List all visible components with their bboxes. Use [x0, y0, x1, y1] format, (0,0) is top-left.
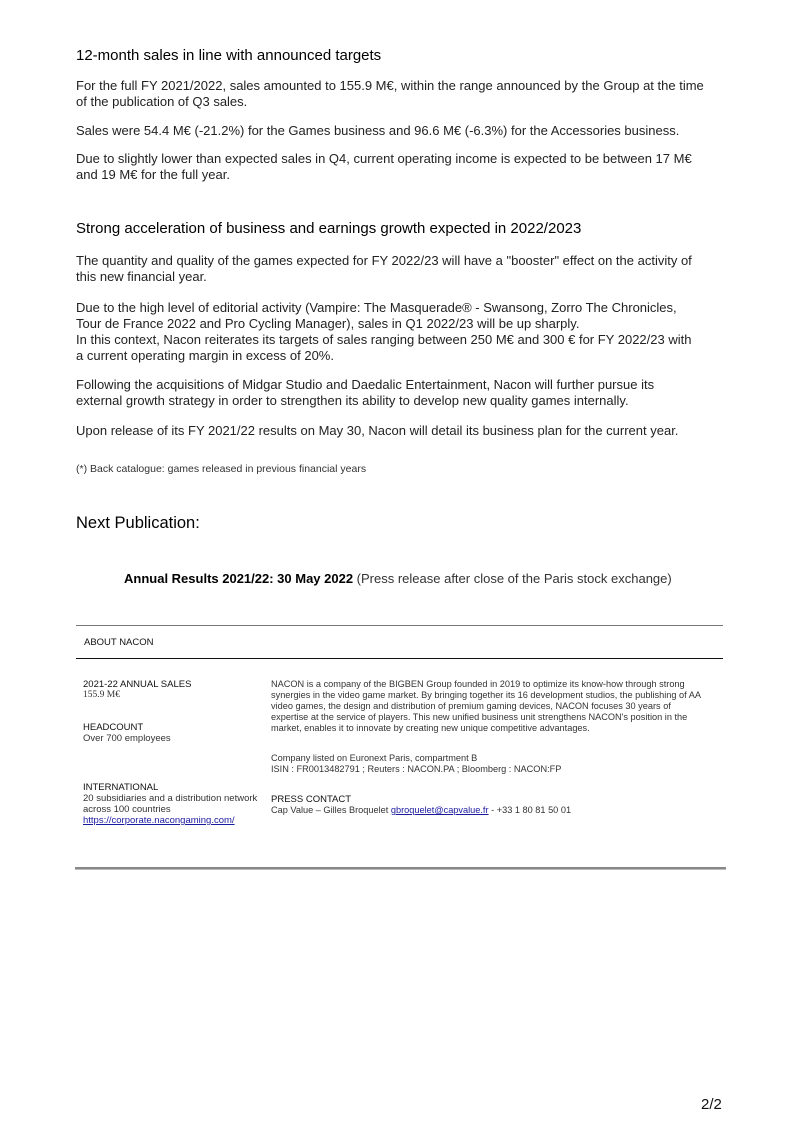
paragraph-booster — [76, 253, 726, 285]
footnote-back-catalogue: (*) Back catalogue: games released in previous financial years — [76, 463, 367, 475]
text-line: and 19 M€ for the full year. — [76, 167, 230, 182]
event-note: (Press release after close of the Paris stock exchange) — [353, 571, 672, 586]
text-line: Sales were 54.4 M€ (-21.2%) for the Games business and 96.6 M€ (-6.3%) for the Accessories business. — [76, 123, 680, 138]
next-publication-event — [124, 571, 672, 586]
event-title: Annual Results 2021/22: 30 May 2022 — [124, 571, 354, 586]
about-facts-column — [83, 679, 263, 826]
text-line: The quantity and quality of the games expected for FY 2022/23 will have a "booster" effect on the activity of — [76, 253, 692, 268]
next-publication-heading: Next Publication: — [76, 514, 200, 532]
divider-top — [76, 625, 723, 626]
headcount-label: HEADCOUNT — [83, 722, 144, 733]
text-line: Due to slightly lower than expected sales in Q4, current operating income is expected to be between 17 M€ — [76, 151, 692, 166]
press-contact-line — [271, 805, 726, 816]
international-line: across 100 countries — [83, 804, 171, 815]
international-line: 20 subsidiaries and a distribution network — [83, 793, 258, 804]
text-line: external growth strategy in order to strengthen its ability to develop new quality games internally. — [76, 393, 629, 408]
international-label: INTERNATIONAL — [83, 782, 159, 793]
text-line: video games, the design and distribution of premium gaming devices, NACON focuses 30 years of — [271, 701, 671, 711]
paragraph-business-sales — [76, 123, 726, 139]
paragraph-acquisitions — [76, 377, 726, 409]
paragraph-results-release — [76, 423, 726, 439]
paragraph-editorial-activity — [76, 300, 726, 364]
divider-middle — [76, 658, 723, 659]
text-line: Upon release of its FY 2021/22 results on May 30, Nacon will detail its business plan for the current year. — [76, 423, 679, 438]
text-line: market, enables it to innovate by creating new unique competitive advantages. — [271, 723, 590, 733]
press-contact-email-link[interactable]: gbroquelet@capvalue.fr — [390, 805, 489, 815]
text-line: synergies in the video game market. By bringing together its 16 development studios, the publishing of AA — [271, 690, 702, 700]
press-contact — [271, 794, 726, 816]
text-line: NACON is a company of the BIGBEN Group founded in 2019 to optimize its know-how through strong — [271, 679, 685, 689]
about-description — [271, 679, 726, 734]
headcount-value: Over 700 employees — [83, 733, 171, 744]
divider-bottom — [75, 867, 726, 870]
press-contact-name: Cap Value – Gilles Broquelet — [271, 805, 391, 815]
text-line: this new financial year. — [76, 269, 207, 284]
about-label: ABOUT NACON — [84, 637, 154, 648]
press-contact-label: PRESS CONTACT — [271, 794, 352, 805]
section-heading-sales: 12-month sales in line with announced targets — [76, 47, 382, 64]
text-line: Following the acquisitions of Midgar Studio and Daedalic Entertainment, Nacon will further pursue its — [76, 377, 655, 392]
annual-sales-value: 155.9 M€ — [83, 690, 120, 700]
text-line: For the full FY 2021/2022, sales amounted to 155.9 M€, within the range announced by the Group at the time — [76, 78, 704, 93]
section-heading-growth: Strong acceleration of business and earnings growth expected in 2022/2023 — [76, 220, 582, 237]
text-line: Company listed on Euronext Paris, compartment B — [271, 753, 478, 763]
text-line: Tour de France 2022 and Pro Cycling Manager), sales in Q1 2022/23 will be up sharply. — [76, 316, 580, 331]
page-number: 2/2 — [701, 1096, 722, 1113]
text-line: expertise at the service of players. This new unified business unit strengthens NACON's position in the — [271, 712, 688, 722]
paragraph-operating-income — [76, 151, 726, 183]
press-contact-phone: - +33 1 80 81 50 01 — [488, 805, 572, 815]
text-line: ISIN : FR0013482791 ; Reuters : NACON.PA ; Bloomberg : NACON:FP — [271, 764, 562, 774]
annual-sales-label: 2021-22 ANNUAL SALES — [83, 679, 192, 690]
text-line: a current operating margin in excess of 20%. — [76, 348, 334, 363]
text-line: In this context, Nacon reiterates its targets of sales ranging between 250 M€ and 300 € for FY 2022/23 with — [76, 332, 692, 347]
text-line: of the publication of Q3 sales. — [76, 94, 248, 109]
paragraph-full-year-sales — [76, 78, 726, 110]
text-line: Due to the high level of editorial activity (Vampire: The Masquerade® - Swansong, Zorro The Chronicles, — [76, 300, 677, 315]
website-link[interactable]: https://corporate.nacongaming.com/ — [83, 815, 235, 826]
listing-info — [271, 753, 726, 775]
